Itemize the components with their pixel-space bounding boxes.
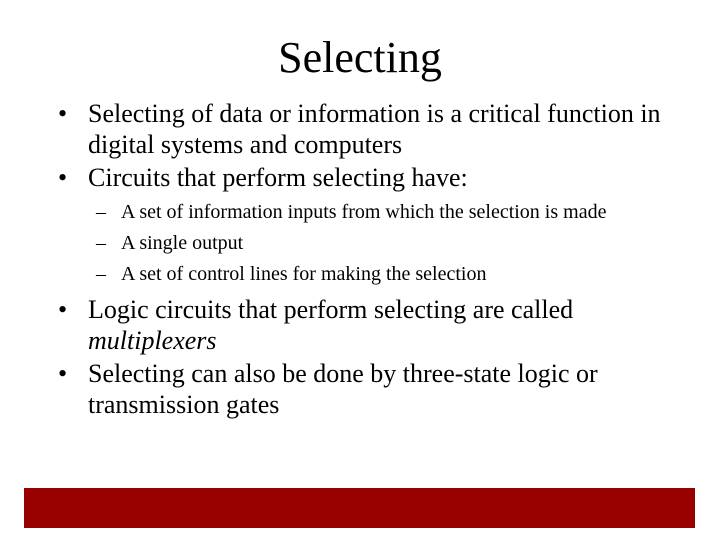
footer-bar bbox=[24, 488, 695, 528]
slide-body bbox=[58, 98, 698, 422]
bullet-marker: • bbox=[58, 163, 68, 192]
sub-bullet-marker: – bbox=[96, 201, 106, 223]
bullet-text: Selecting of data or information is a critical function in digital systems and computers bbox=[88, 99, 661, 159]
bullet-marker: • bbox=[58, 359, 68, 388]
bullet-item bbox=[58, 98, 698, 160]
sub-bullet-item bbox=[96, 263, 698, 285]
bullet-marker: • bbox=[58, 99, 68, 128]
sub-bullet-list bbox=[58, 201, 698, 285]
bullet-text-emphasis: multiplexers bbox=[88, 326, 217, 355]
bullet-text bbox=[88, 295, 573, 355]
sub-bullet-text: A set of control lines for making the selection bbox=[121, 263, 487, 285]
bullet-item bbox=[58, 162, 698, 193]
bullet-text: Circuits that perform selecting have: bbox=[88, 163, 468, 192]
sub-bullet-item bbox=[96, 201, 698, 223]
bullet-item bbox=[58, 294, 698, 356]
sub-bullet-text: A single output bbox=[121, 232, 244, 254]
slide-title: Selecting bbox=[278, 33, 442, 82]
bullet-text: Selecting can also be done by three-state logic or transmission gates bbox=[88, 359, 598, 419]
sub-bullet-marker: – bbox=[96, 263, 106, 285]
bullet-text-plain: Logic circuits that perform selecting are called bbox=[88, 295, 574, 324]
bullet-marker: • bbox=[58, 295, 68, 324]
sub-bullet-marker: – bbox=[96, 232, 106, 254]
bullet-item bbox=[58, 358, 698, 420]
sub-bullet-text: A set of information inputs from which the selection is made bbox=[121, 201, 607, 223]
sub-bullet-item bbox=[96, 232, 698, 254]
